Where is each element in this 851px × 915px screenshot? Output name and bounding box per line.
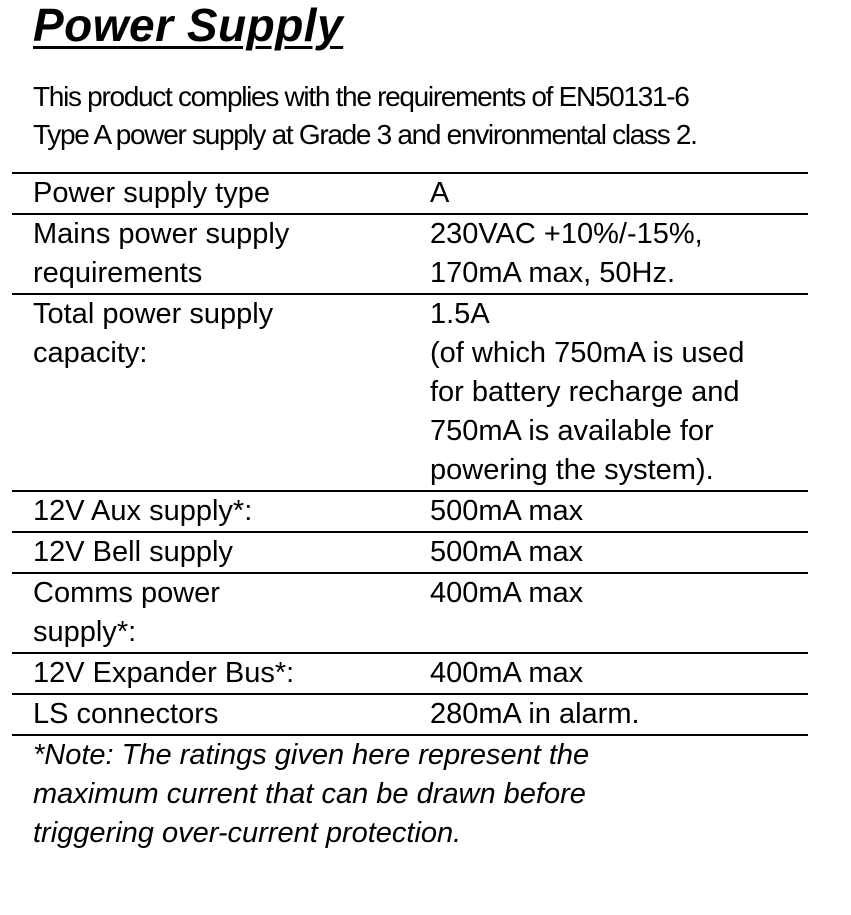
- row-value: 1.5A (of which 750mA is used for battery recharge and 750mA is available for powering the system).: [411, 294, 808, 491]
- footnote-line: triggering over-current protection.: [33, 817, 462, 849]
- power-supply-spec-table: [12, 172, 808, 736]
- row-label: 12V Bell supply: [12, 532, 411, 573]
- row-value: 280mA in alarm.: [411, 694, 808, 735]
- row-label: 12V Expander Bus*:: [12, 653, 411, 694]
- footnote-line: maximum current that can be drawn before: [33, 778, 586, 810]
- table-row: [12, 294, 808, 491]
- table-row: [12, 173, 808, 214]
- table-row: [12, 694, 808, 735]
- intro-line: Type A power supply at Grade 3 and environmental class 2.: [33, 119, 697, 150]
- footnote-line: *Note: The ratings given here represent the: [33, 739, 590, 771]
- intro-paragraph: [33, 78, 823, 154]
- page-title: Power Supply: [33, 0, 344, 51]
- row-value: 400mA max: [411, 653, 808, 694]
- row-value: A: [411, 173, 808, 214]
- table-row: [12, 653, 808, 694]
- intro-line: This product complies with the requirements of EN50131-6: [33, 81, 689, 112]
- row-label: LS connectors: [12, 694, 411, 735]
- row-label: Power supply type: [12, 173, 411, 214]
- table-row: [12, 573, 808, 653]
- row-label: Total power supply capacity:: [12, 294, 411, 491]
- footnote: [33, 736, 813, 853]
- row-label: Mains power supply requirements: [12, 214, 411, 294]
- table-row: [12, 491, 808, 532]
- row-value: 500mA max: [411, 532, 808, 573]
- row-value: 400mA max: [411, 573, 808, 653]
- table-row: [12, 214, 808, 294]
- row-label: 12V Aux supply*:: [12, 491, 411, 532]
- table-row: [12, 532, 808, 573]
- row-value: 500mA max: [411, 491, 808, 532]
- row-label: Comms power supply*:: [12, 573, 411, 653]
- row-value: 230VAC +10%/-15%, 170mA max, 50Hz.: [411, 214, 808, 294]
